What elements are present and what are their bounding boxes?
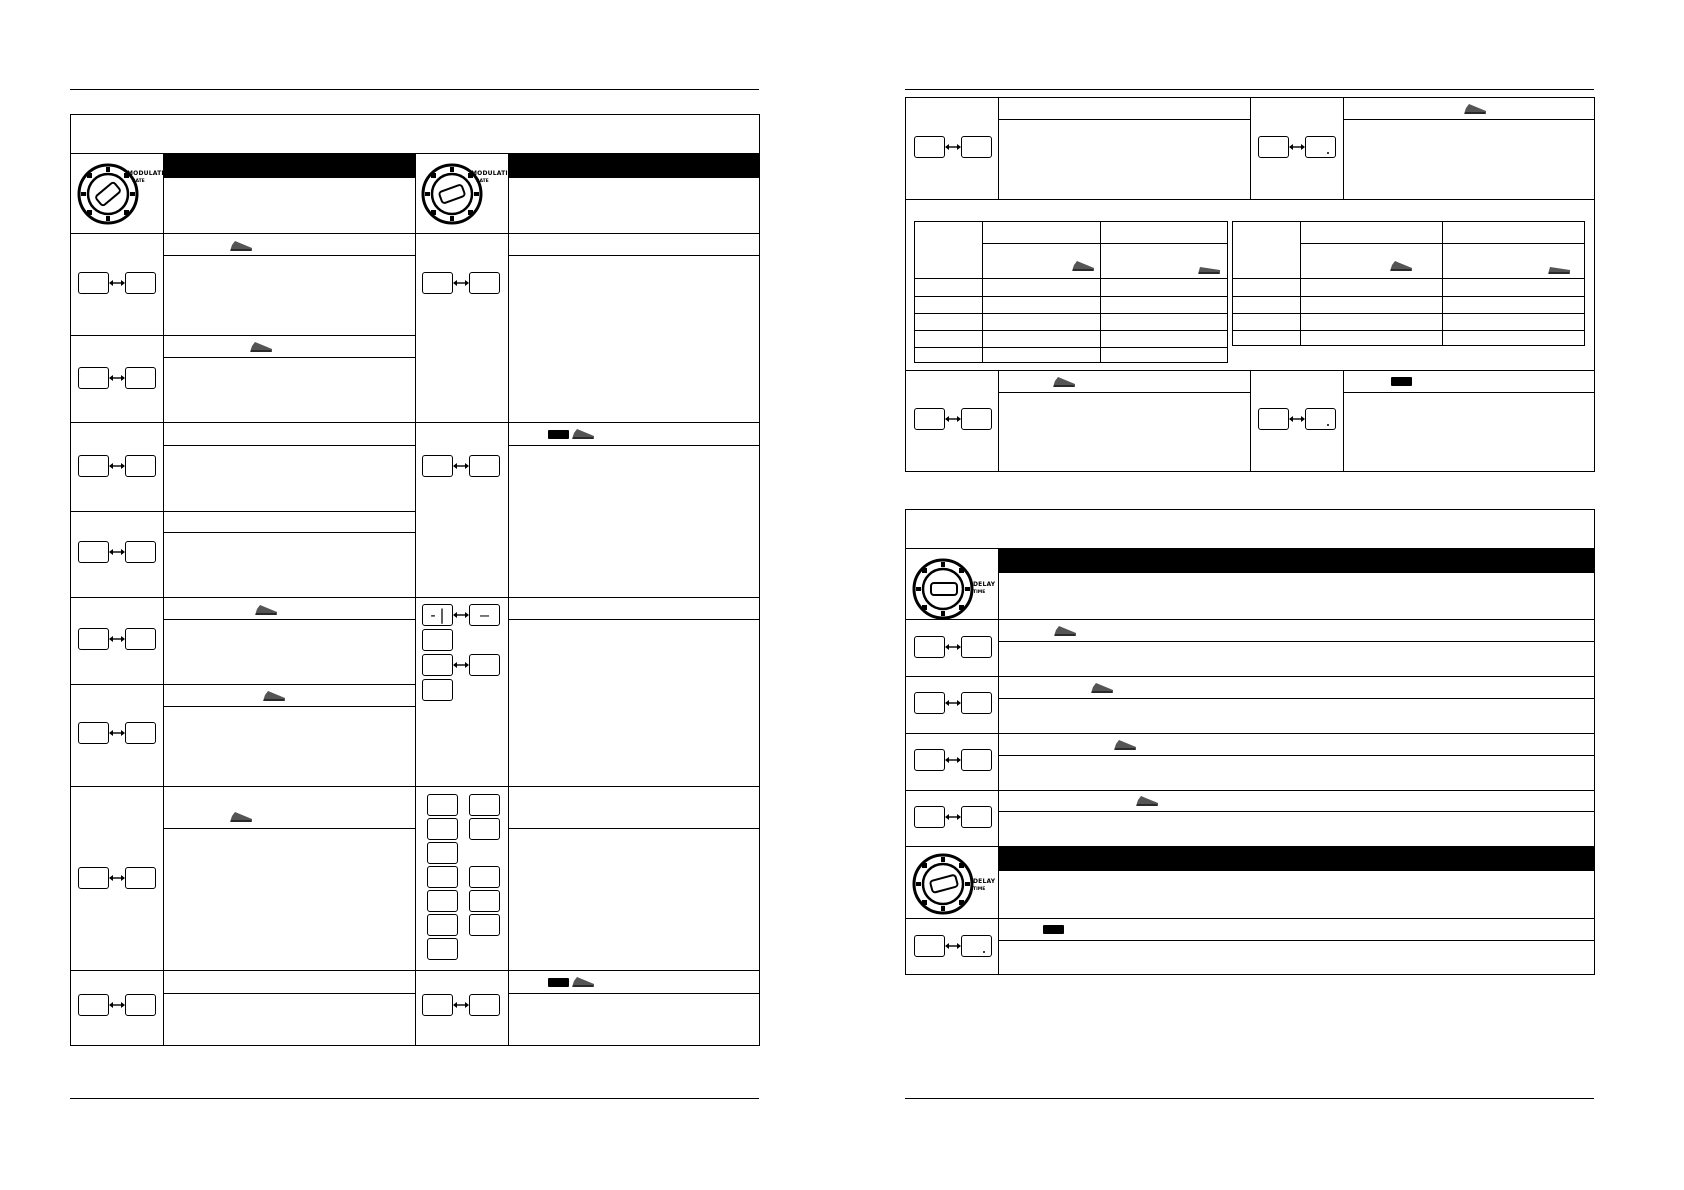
black-button-icon — [1043, 925, 1064, 934]
right-col-line — [1343, 97, 1344, 199]
expression-pedal-icon — [1090, 681, 1114, 694]
right-footer-rule — [905, 1098, 1594, 1099]
right-col-line — [1250, 370, 1251, 472]
display-dot — [1327, 424, 1329, 426]
left-row-sep — [164, 357, 415, 358]
display-right — [469, 994, 500, 1016]
left-row-sep — [70, 786, 760, 787]
display-right-dot — [961, 935, 992, 957]
inner-row — [914, 330, 1228, 331]
right-col-line — [1250, 97, 1251, 199]
display-right — [961, 408, 992, 430]
left-col-line-1 — [163, 153, 164, 1046]
display-left — [914, 935, 945, 957]
double-arrow-icon — [453, 463, 469, 469]
display-left — [1258, 408, 1289, 430]
right-col-line — [1343, 370, 1344, 472]
left-row-sep — [70, 684, 415, 685]
knob-delay-label: DELAY — [973, 878, 996, 885]
double-arrow-icon — [109, 730, 125, 736]
expression-pedal-icon — [1071, 259, 1095, 272]
display-left — [78, 722, 109, 744]
inner-row — [914, 278, 1228, 279]
display-right — [125, 867, 156, 889]
display-grid-cell — [427, 914, 458, 936]
display-grid-cell — [469, 866, 500, 888]
delay-table — [905, 509, 1595, 975]
left-row-sep — [509, 993, 760, 994]
left-row-sep — [70, 597, 760, 598]
display-right — [125, 541, 156, 563]
left-header-rule — [70, 89, 759, 90]
double-arrow-icon — [945, 700, 961, 706]
delay-row-sep — [999, 811, 1595, 812]
delay-time-knob-icon — [911, 557, 975, 621]
display-glyph-text: – — [479, 606, 490, 624]
expression-pedal-icon — [249, 340, 273, 353]
right-col-line — [998, 370, 999, 472]
display-right — [961, 136, 992, 158]
expression-pedal-icon — [1463, 102, 1487, 115]
inner-col — [1442, 221, 1443, 346]
display-right-dot — [1305, 408, 1336, 430]
display-single — [422, 629, 453, 651]
display-left — [78, 867, 109, 889]
display-dot — [983, 951, 985, 953]
display-right — [125, 367, 156, 389]
display-left — [914, 692, 945, 714]
knob-rate-label: RATE — [476, 179, 489, 184]
right-col-line — [998, 97, 999, 199]
double-arrow-icon — [945, 416, 961, 422]
right-header-rule — [905, 89, 1594, 90]
left-row-sep — [509, 255, 760, 256]
double-arrow-icon — [109, 375, 125, 381]
display-right — [125, 455, 156, 477]
left-row-sep — [164, 255, 415, 256]
display-left — [422, 455, 453, 477]
expression-pedal-icon — [1135, 794, 1159, 807]
inner-row — [982, 243, 1228, 244]
display-grid-cell — [427, 794, 458, 816]
display-left — [78, 455, 109, 477]
display-left — [422, 654, 453, 676]
double-arrow-icon — [453, 280, 469, 286]
left-row-sep — [70, 970, 760, 971]
display-left — [78, 367, 109, 389]
double-arrow-icon — [945, 757, 961, 763]
expression-pedal-flat-icon — [1547, 262, 1571, 275]
display-grid-cell — [469, 794, 500, 816]
knob-modulation-label: MODULATION — [127, 170, 175, 177]
right-row-sep — [998, 392, 1250, 393]
left-row-sep — [164, 619, 415, 620]
left-row-sep — [70, 335, 415, 336]
double-arrow-icon — [945, 144, 961, 150]
left-row-sep — [509, 445, 760, 446]
expression-pedal-icon — [571, 975, 595, 988]
display-left — [914, 408, 945, 430]
display-left — [1258, 136, 1289, 158]
expression-pedal-icon — [1053, 624, 1077, 637]
left-row-sep — [164, 828, 415, 829]
display-left — [914, 136, 945, 158]
left-row-sep — [70, 422, 760, 423]
display-left — [914, 806, 945, 828]
right-row-sep — [1343, 119, 1595, 120]
delay-row-sep — [905, 676, 1595, 677]
inner-col — [1300, 221, 1301, 346]
delay-section-bar-b — [999, 847, 1595, 871]
delay-row-sep — [905, 790, 1595, 791]
delay-row-sep — [905, 733, 1595, 734]
right-row-sep — [1343, 392, 1595, 393]
display-dot — [1327, 152, 1329, 154]
double-arrow-icon — [109, 280, 125, 286]
double-arrow-icon — [1289, 144, 1305, 150]
knob-time-label: TIME — [973, 590, 986, 595]
knob-delay-label: DELAY — [973, 581, 996, 588]
left-row-sep — [164, 993, 415, 994]
display-glyph-b — [469, 604, 500, 626]
double-arrow-icon — [109, 636, 125, 642]
display-grid-cell — [427, 866, 458, 888]
knob-time-label: TIME — [973, 887, 986, 892]
left-footer-rule — [70, 1098, 759, 1099]
display-right-dot — [1305, 136, 1336, 158]
display-right — [961, 692, 992, 714]
expression-pedal-icon — [254, 603, 278, 616]
inner-row — [914, 313, 1228, 314]
display-right — [125, 628, 156, 650]
display-left — [422, 272, 453, 294]
double-arrow-icon — [109, 1002, 125, 1008]
left-row-sep — [509, 828, 760, 829]
display-left — [78, 628, 109, 650]
delay-time-knob-icon — [911, 852, 975, 916]
inner-row — [1300, 243, 1585, 244]
left-row-sep — [70, 233, 760, 234]
display-glyph-a — [422, 604, 453, 626]
inner-row — [1232, 278, 1585, 279]
display-left — [78, 994, 109, 1016]
display-glyph-text: -| — [428, 606, 447, 624]
left-col-line-2 — [415, 153, 416, 1046]
display-right — [469, 455, 500, 477]
display-right — [961, 749, 992, 771]
double-arrow-icon — [109, 549, 125, 555]
double-arrow-icon — [945, 644, 961, 650]
double-arrow-icon — [453, 612, 469, 618]
expression-pedal-flat-icon — [1197, 262, 1221, 275]
expression-pedal-icon — [571, 427, 595, 440]
display-right — [961, 636, 992, 658]
delay-row-sep — [999, 755, 1595, 756]
display-right — [125, 994, 156, 1016]
display-left — [78, 541, 109, 563]
display-grid-cell — [469, 818, 500, 840]
expression-pedal-icon — [1052, 375, 1076, 388]
display-right — [469, 272, 500, 294]
double-arrow-icon — [453, 662, 469, 668]
display-right — [961, 806, 992, 828]
left-row-sep — [509, 619, 760, 620]
display-single — [422, 679, 453, 701]
inner-row — [914, 347, 1228, 348]
display-grid-cell — [427, 890, 458, 912]
knob-rate-label: RATE — [132, 179, 145, 184]
delay-row-sep — [999, 641, 1595, 642]
expression-pedal-icon — [262, 689, 286, 702]
delay-row-sep — [905, 619, 1595, 620]
left-col-line-3 — [508, 153, 509, 1046]
double-arrow-icon — [453, 1002, 469, 1008]
inner-row — [914, 296, 1228, 297]
delay-row-sep — [905, 918, 1595, 919]
right-row-sep — [998, 119, 1250, 120]
black-button-icon — [548, 430, 569, 439]
right-row-sep — [905, 199, 1595, 200]
delay-row-sep — [999, 698, 1595, 699]
expression-pedal-icon — [229, 239, 253, 252]
display-left — [78, 272, 109, 294]
double-arrow-icon — [109, 463, 125, 469]
left-section-bar-a — [164, 154, 415, 178]
double-arrow-icon — [945, 943, 961, 949]
double-arrow-icon — [109, 875, 125, 881]
inner-table-right — [1232, 221, 1585, 346]
display-grid-cell — [427, 842, 458, 864]
inner-row — [1232, 313, 1585, 314]
left-row-sep — [164, 445, 415, 446]
display-right — [469, 654, 500, 676]
display-grid-cell — [427, 938, 458, 960]
display-grid-cell — [427, 818, 458, 840]
display-left — [914, 636, 945, 658]
left-row-sep — [164, 532, 415, 533]
black-button-icon — [548, 978, 569, 987]
left-section-bar-b — [509, 154, 760, 178]
double-arrow-icon — [945, 814, 961, 820]
delay-section-bar-a — [999, 549, 1595, 573]
delay-row-sep — [999, 940, 1595, 941]
left-row-sep — [70, 511, 415, 512]
expression-pedal-icon — [1389, 259, 1413, 272]
display-left — [422, 994, 453, 1016]
display-grid-cell — [469, 914, 500, 936]
display-right — [125, 272, 156, 294]
left-row-sep — [164, 706, 415, 707]
black-button-icon — [1391, 377, 1412, 386]
inner-row — [1232, 330, 1585, 331]
delay-col-line — [998, 548, 999, 975]
display-right — [125, 722, 156, 744]
knob-modulation-label: MODULATION — [471, 170, 519, 177]
expression-pedal-icon — [1113, 738, 1137, 751]
inner-row — [1232, 296, 1585, 297]
display-left — [914, 749, 945, 771]
display-grid-cell — [469, 890, 500, 912]
double-arrow-icon — [1289, 416, 1305, 422]
expression-pedal-icon — [229, 810, 253, 823]
